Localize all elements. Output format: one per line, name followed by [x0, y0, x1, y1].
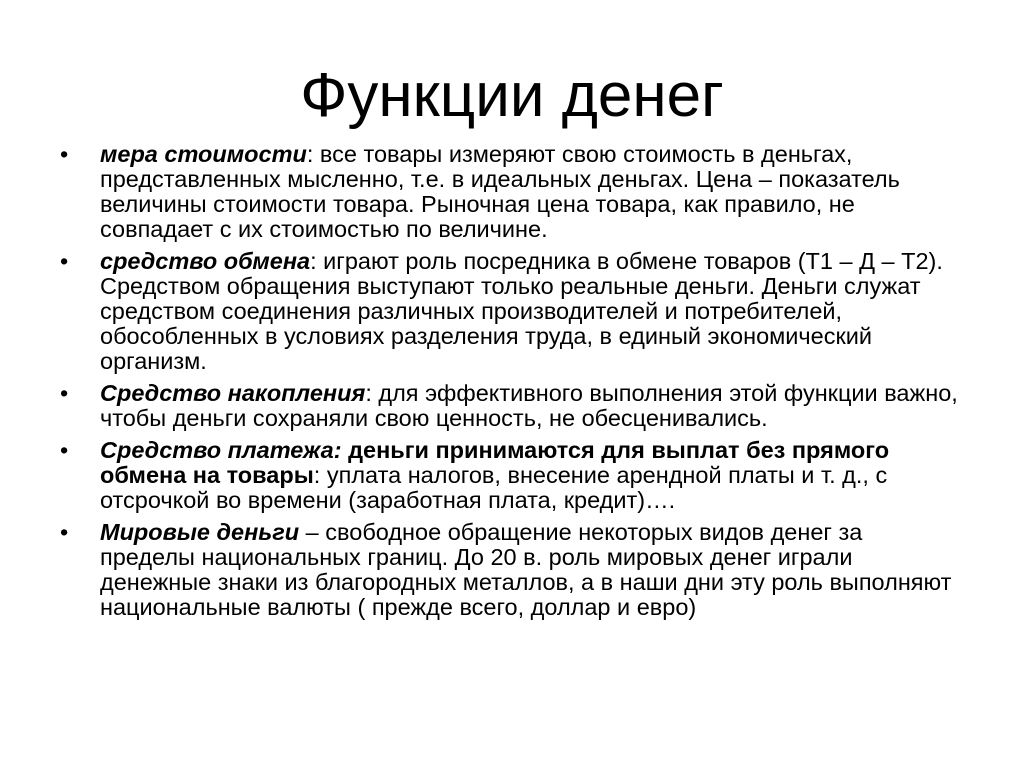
bullet-item-medium-of-exchange	[60, 249, 960, 374]
bullet-list	[60, 142, 960, 627]
bullet-term: средство обмена	[100, 248, 311, 274]
bullet-text: : уплата налогов, внесение арендной платы и т. д., с отсрочкой во времени (заработная плата, кредит)….	[100, 462, 888, 513]
bullet-item-means-of-payment	[60, 438, 960, 513]
bullet-term: Средство накопления	[100, 380, 366, 406]
bullet-item-world-money	[60, 520, 960, 620]
slide-title: Функции денег	[300, 61, 724, 130]
bullet-dot-icon: •	[60, 519, 69, 545]
bullet-term: Мировые деньги	[100, 519, 300, 545]
bullet-text: : для эффективного выполнения этой функции важно, чтобы деньги сохраняли свою ценность, не обесценивались.	[100, 380, 958, 431]
bullet-term: Средство платежа:	[100, 437, 342, 463]
bullet-dot-icon: •	[60, 437, 69, 463]
bullet-dot-icon: •	[60, 141, 69, 167]
bullet-item-measure-of-value	[60, 142, 960, 242]
bullet-dot-icon: •	[60, 380, 69, 406]
bullet-bold-text: деньги принимаются для выплат без прямого обмена на товары	[100, 437, 890, 488]
bullet-item-store-of-value	[60, 381, 960, 431]
bullet-text: : играют роль посредника в обмене товаров (Т1 – Д – Т2). Средством обращения выступают только реальные деньги. Деньги служат средством соединения различных производителей и потребителей, обособленных в условиях разделения труда, в единый экономический организм.	[100, 248, 943, 374]
bullet-dot-icon: •	[60, 248, 69, 274]
bullet-text: – свободное обращение некоторых видов денег за пределы национальных границ. До 20 в. роль мировых денег играли денежные знаки из благородных металлов, а в наши дни эту роль выполняют национальные валюты ( прежде всего, доллар и евро)	[100, 519, 952, 620]
bullet-term: мера стоимости	[100, 141, 307, 167]
bullet-text: : все товары измеряют свою стоимость в деньгах, представленных мысленно, т.е. в идеальных деньгах. Цена – показатель величины стоимости товара. Рыночная цена товара, как правило, не совпадает с их стоимостью по величине.	[100, 141, 900, 242]
